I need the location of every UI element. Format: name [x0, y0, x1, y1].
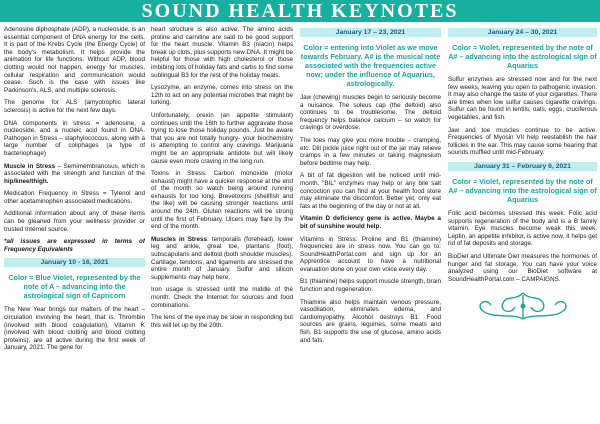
- paragraph: Additional information about any of these items can be gleaned from your wellness provider or trusted Internet source.: [4, 210, 145, 233]
- column-2: [151, 26, 293, 422]
- paragraph: B1 (thiamine) helps support muscle strength, brain function and regeneration.: [300, 278, 441, 294]
- paragraph: A bit of fat digestion will be noticed until mid-month. "BIL" enzymes may help or any bile salt concoction you can find at your health food store may eliminate the discomfort. Better yet, only eat fats at the beginning of the day or not at all.: [300, 172, 441, 210]
- bold-text: hip/knee/thigh.: [4, 177, 49, 185]
- paragraph: Iron usage is stressed until the middle of the month. Check the Internet for sources and food combinations.: [151, 286, 293, 309]
- bold-text: Muscle in Stress: [4, 162, 56, 170]
- color-heading: Color = Violet, represented by the note of A# – advancing into the astrological sign of Aquarius: [448, 176, 597, 204]
- column-4: [448, 26, 597, 422]
- color-heading: Color = entering into Violet as we move towards February. A# is the musical note associated with the frequencies active now; under the influence of Aquarius, astrologically.: [300, 43, 441, 88]
- footnote: *all issues are expressed in terms of Frequency Equivalents: [4, 238, 145, 253]
- paragraph: [151, 236, 293, 282]
- paragraph: The toes may give you more trouble – cramping, etc. Dill pickle juice right out of the jar may relieve cramps in a few minutes or taking magnesium before bedtime may help.: [300, 136, 441, 167]
- color-heading: Color = Blue Violet, represented by the note of A – advancing into the astrological sign of Capricorn: [8, 273, 141, 301]
- paragraph: Jaw and toe muscles continue to be active. Frequencies of Myosin VII help reestablish the hair follicles in the ear. This may cause some hearing that sounds muffled until mid-February.: [448, 126, 597, 157]
- paragraph: Thiamine also helps maintain venous pressure, vasodilation, eliminates edema, and cardiomyopathy. Alcohol destroys B1. Food sources are grains, legumes, some meats and fish. B1 supports the use of glucose, amino acids and fats.: [300, 298, 441, 344]
- bold-text: Muscles in Stress: [151, 235, 207, 243]
- paragraph: Medication Frequency in Stress = Tylenol and other acetaminophen associated medications.: [4, 190, 145, 205]
- date-bar: January 10 - 16, 2021: [4, 258, 145, 267]
- paragraph: The genome for ALS (amyotrophic lateral sclerosis) is active for the next few days.: [4, 99, 145, 114]
- page-title: SOUND HEALTH KEYNOTES: [141, 0, 459, 22]
- paragraph: [4, 163, 145, 186]
- paragraph: Lysozyme, an enzyme, comes into stress on the 12th to act on any potential microbes that might be lurking.: [151, 84, 293, 107]
- date-bar: January 24 – 30, 2021: [448, 28, 597, 37]
- paragraph: The lens of the eye may be slow in responding but this will let up by the 20th.: [151, 314, 293, 329]
- paragraph: Toxins in Stress: Carbon monoxide (motor exhaust) might have a quicker response at the end of the month so watch being around running exhausts for too long. Brevetoxins (shellfish and the like) will be causing stronger reactions until around the 24th. Gluten reactions will be strong until the first of February. Ulcers may flare by the end of the month.: [151, 170, 293, 231]
- paragraph: Unfortunately, orexin (an appetite stimulant) continues until the 16th to further aggravate those trying to lose those holiday pounds. Just be aware that you are not totally hungry- your biochemistry is attempting to control any cravings. Marijuana might be an appropriate antidote but will likely cause even more craving in the long run.: [151, 111, 293, 165]
- scroll-flourish-icon: [448, 289, 597, 323]
- date-bar: January 17 – 23, 2021: [300, 28, 441, 37]
- color-heading: Color = Violet, represented by the note of A# – advancing into the astrological sign of Aquarius: [448, 43, 597, 70]
- column-3: [300, 26, 441, 422]
- date-bar: January 31 – February 6, 2021: [448, 162, 597, 171]
- paragraph: Adenosine diphosphate (ADP), a nucleoside, is an essential component of DNA energy for the cells. It is part of the Krebs Cycle (the Energy Cycle) of the body's metabolism. It helps provide the animation for life functions. Without ADP, blood clotting would not happen, energy for muscles, cellular respiration and communication would cease. Such is the case with issues like Parkinson's, ALS, and multiple sclerosis.: [4, 26, 145, 94]
- paragraph: DNA components in stress = adenosine, a nucleoside, and a nucleic acid found in DNA. Pathogen in Stress – staphylococcus, along with a large number of coliphages (a type of bacteriophage): [4, 119, 145, 157]
- paragraph: Vitamin D deficiency gene is active. Maybe a bit of sunshine would help.: [300, 215, 441, 230]
- paragraph: heart structure is also active. The amino acids proline and carnitine are said to be good support for the heart muscle. Vitamin B3 (niacin) helps break up clots, plus supports new DNA. It might be helpful for those with high cholesterol or those imbibing lots of holiday fats and carbs to find some sublingual B3 for the rest of the holiday meals.: [151, 26, 293, 79]
- paragraph: Folic acid becomes stressed this week. Folic acid supports regeneration of the body and is a B family vitamin. Eye muscles become weak this week. Leptin, an appetite inhibitor, is active now. It helps get rid of fat deposits and storage.: [448, 209, 597, 248]
- column-1: [4, 26, 145, 422]
- masthead: [0, 0, 600, 22]
- text: : temporalis (forehead), lower leg and ankle, great toe, plantaris (foot), subscapularis and deltoid (both shoulder muscles). Cartilage, tendons, and ligaments are stressed the entire month of January. Sulfur and silicon supplements may help here.: [151, 235, 293, 281]
- text: – Semimembranosus, which is associated with the strength and function of the: [4, 162, 145, 178]
- paragraph: Jaw (chewing) muscles begin to seriously become a nuisance. The soleus cap (the deltoid) also continues to be troublesome. The deltoid frequency helps balance calcium – so watch for cravings or overdose.: [300, 94, 441, 132]
- paragraph: Vitamins in Stress: Proline and B1 (thiamine) frequencies are in stress now. You can go to: SoundHealthPortal.com and sign up for an Apprentice account to have a nutritional evaluation done on your own voice every day.: [300, 235, 441, 273]
- paragraph: Sulfur enzymes are stressed now and for the next few weeks, leaving you open to pathogenic invasion. It may also change the taste of your cigarettes. There are times when low sulfur causes cigarette cravings. Sulfur can be found in lentils, oats, eggs, cruciferous vegetables, and fish.: [448, 76, 597, 121]
- paragraph: The New Year brings our matters of the heart – circulation involving the heart, that is. Thrombin (involved with blood coagulation), Vitamin K (involved with blood clotting and blood clotting proteins), are all active during the first week of January, 2021. The gene for: [4, 306, 145, 352]
- paragraph: BioDiet and Ultimate Diet measures the hormones of hunger and fat storage. You can have your voice analyzed using our BioDiet software at SoundHealthPortal.com – CAMPAIGNS.: [448, 252, 597, 283]
